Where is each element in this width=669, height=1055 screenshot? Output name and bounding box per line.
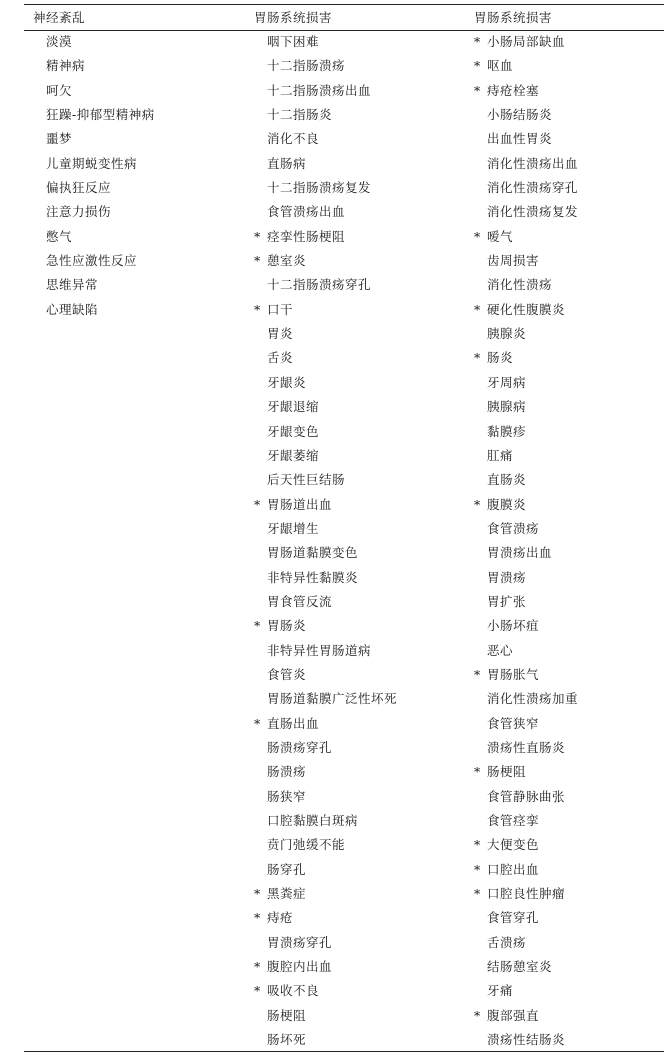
list-item — [254, 346, 397, 370]
list-item — [474, 322, 578, 346]
column-neurological-disorders — [33, 6, 155, 322]
list-item — [474, 493, 578, 517]
item-text: 小肠局部缺血 — [487, 34, 566, 49]
list-item — [474, 614, 578, 638]
list-item — [474, 712, 578, 736]
item-text: 贲门弛缓不能 — [267, 837, 346, 853]
item-text: 胃肠道出血 — [267, 496, 333, 512]
list-item — [474, 979, 578, 1003]
list-item — [474, 371, 578, 395]
item-text: 肠溃疡穿孔 — [267, 739, 333, 755]
asterisk-marker: * — [474, 764, 481, 780]
list-item — [474, 809, 578, 833]
item-text: 牙龈萎缩 — [267, 447, 320, 463]
item-text: 食管穿孔 — [487, 910, 540, 926]
item-text: 硬化性腹膜炎 — [487, 301, 566, 317]
list-item — [254, 955, 397, 979]
asterisk-marker: * — [254, 253, 261, 269]
list-item — [254, 176, 397, 200]
item-text: 憩室炎 — [267, 253, 307, 269]
list-item — [254, 420, 397, 444]
list-item — [474, 273, 578, 297]
item-text: 口腔良性肿瘤 — [487, 886, 566, 902]
list-item — [254, 809, 397, 833]
item-text: 肠炎 — [487, 350, 514, 366]
item-text: 胃溃疡穿孔 — [267, 934, 333, 950]
item-text: 十二指肠溃疡穿孔 — [267, 277, 372, 293]
item-text: 胰腺炎 — [487, 326, 527, 342]
table-top-rule — [24, 4, 664, 5]
item-text: 消化性溃疡 — [487, 277, 553, 293]
list-item — [254, 468, 397, 492]
list-item — [474, 468, 578, 492]
item-text: 咽下困难 — [267, 34, 320, 49]
asterisk-marker: * — [474, 886, 481, 902]
list-item — [33, 103, 155, 127]
list-item — [254, 590, 397, 614]
item-text: 腹腔内出血 — [267, 959, 333, 975]
item-text: 肠狭窄 — [267, 788, 307, 804]
list-item — [254, 712, 397, 736]
list-item — [33, 225, 155, 249]
item-text: 思维异常 — [46, 277, 99, 293]
list-item — [254, 273, 397, 297]
list-item — [254, 663, 397, 687]
item-text: 牙龈退缩 — [267, 399, 320, 415]
item-list — [474, 30, 578, 1052]
list-item — [254, 200, 397, 224]
list-item — [33, 79, 155, 103]
list-item — [254, 906, 397, 930]
list-item — [474, 833, 578, 857]
list-item — [254, 882, 397, 906]
asterisk-marker: * — [254, 983, 261, 999]
list-item — [474, 79, 578, 103]
list-item — [254, 833, 397, 857]
list-item — [254, 517, 397, 541]
list-item — [254, 127, 397, 151]
item-text: 十二指肠溃疡复发 — [267, 180, 372, 196]
item-text: 憋气 — [46, 228, 73, 244]
list-item — [254, 371, 397, 395]
list-item — [254, 614, 397, 638]
item-text: 腹膜炎 — [487, 496, 527, 512]
list-item — [474, 687, 578, 711]
asterisk-marker: * — [254, 715, 261, 731]
item-text: 淡漠 — [46, 34, 73, 49]
list-item — [254, 979, 397, 1003]
item-text: 肠穿孔 — [267, 861, 307, 877]
item-text: 后天性巨结肠 — [267, 472, 346, 488]
list-item — [254, 858, 397, 882]
list-item — [474, 420, 578, 444]
asterisk-marker: * — [254, 301, 261, 317]
list-item — [474, 541, 578, 565]
asterisk-marker: * — [254, 959, 261, 975]
list-item — [254, 298, 397, 322]
item-text: 消化不良 — [267, 131, 320, 147]
asterisk-marker: * — [474, 228, 481, 244]
item-text: 肠梗阻 — [267, 1007, 307, 1023]
asterisk-marker: * — [474, 58, 481, 74]
item-text: 注意力损伤 — [46, 204, 112, 220]
list-item — [474, 395, 578, 419]
item-text: 消化性溃疡加重 — [487, 691, 579, 707]
item-text: 消化性溃疡穿孔 — [487, 180, 579, 196]
list-item — [254, 931, 397, 955]
list-item — [33, 249, 155, 273]
item-text: 口干 — [267, 301, 294, 317]
item-text: 溃疡性结肠炎 — [487, 1032, 566, 1048]
item-text: 黏膜疹 — [487, 423, 527, 439]
list-item — [254, 152, 397, 176]
list-item — [254, 736, 397, 760]
asterisk-marker: * — [254, 910, 261, 926]
item-text: 直肠炎 — [487, 472, 527, 488]
asterisk-marker: * — [474, 837, 481, 853]
list-item — [254, 322, 397, 346]
list-item — [474, 882, 578, 906]
list-item — [474, 663, 578, 687]
asterisk-marker: * — [254, 618, 261, 634]
column-gastrointestinal-2 — [474, 6, 578, 1052]
list-item — [254, 54, 397, 78]
item-text: 胃肠炎 — [267, 618, 307, 634]
item-text: 小肠坏疽 — [487, 618, 540, 634]
item-text: 舌溃疡 — [487, 934, 527, 950]
list-item — [474, 346, 578, 370]
item-text: 肠坏死 — [267, 1032, 307, 1048]
item-text: 牙龈炎 — [267, 374, 307, 390]
list-item — [474, 955, 578, 979]
list-item — [254, 687, 397, 711]
asterisk-marker: * — [474, 301, 481, 317]
list-item — [254, 1004, 397, 1028]
list-item — [474, 906, 578, 930]
item-text: 十二指肠炎 — [267, 107, 333, 123]
column-header: 神经紊乱 — [33, 10, 86, 25]
asterisk-marker: * — [474, 34, 481, 49]
list-item — [474, 1004, 578, 1028]
list-item — [254, 493, 397, 517]
list-item — [474, 298, 578, 322]
list-item — [254, 103, 397, 127]
list-item — [33, 30, 155, 54]
item-text: 齿周损害 — [487, 253, 540, 269]
list-item — [254, 79, 397, 103]
item-text: 急性应激性反应 — [46, 253, 138, 269]
item-text: 口腔出血 — [487, 861, 540, 877]
list-item — [33, 298, 155, 322]
list-item — [474, 103, 578, 127]
item-text: 大便变色 — [487, 837, 540, 853]
item-text: 胃溃疡 — [487, 569, 527, 585]
list-item — [474, 444, 578, 468]
list-item — [254, 1028, 397, 1052]
item-text: 消化性溃疡复发 — [487, 204, 579, 220]
item-text: 胃肠道黏膜广泛性坏死 — [267, 691, 398, 707]
list-item — [254, 395, 397, 419]
item-text: 肠溃疡 — [267, 764, 307, 780]
asterisk-marker: * — [254, 228, 261, 244]
item-text: 非特异性胃肠道病 — [267, 642, 372, 658]
list-item — [33, 273, 155, 297]
list-item — [474, 931, 578, 955]
item-text: 食管溃疡出血 — [267, 204, 346, 220]
column-header: 胃肠系统损害 — [474, 10, 553, 25]
list-item — [254, 225, 397, 249]
asterisk-marker: * — [474, 82, 481, 98]
item-text: 小肠结肠炎 — [487, 107, 553, 123]
list-item — [33, 176, 155, 200]
item-text: 心理缺陷 — [46, 301, 99, 317]
item-text: 胃肠胀气 — [487, 666, 540, 682]
asterisk-marker: * — [474, 350, 481, 366]
asterisk-marker: * — [254, 496, 261, 512]
item-text: 口腔黏膜白斑病 — [267, 813, 359, 828]
list-item — [33, 200, 155, 224]
item-text: 直肠出血 — [267, 715, 320, 731]
list-item — [474, 200, 578, 224]
list-item — [254, 444, 397, 468]
item-text: 偏执狂反应 — [46, 180, 112, 196]
list-item — [474, 858, 578, 882]
item-text: 食管痉挛 — [487, 813, 540, 828]
item-text: 食管炎 — [267, 666, 307, 682]
list-item — [474, 1028, 578, 1052]
item-text: 舌炎 — [267, 350, 294, 366]
list-item — [474, 566, 578, 590]
list-item — [474, 639, 578, 663]
item-list — [254, 30, 397, 1052]
item-text: 牙周病 — [487, 374, 527, 390]
item-text: 食管溃疡 — [487, 520, 540, 536]
item-text: 食管静脉曲张 — [487, 788, 566, 804]
item-text: 呵欠 — [46, 82, 73, 98]
list-item — [254, 785, 397, 809]
item-text: 消化性溃疡出血 — [487, 155, 579, 171]
item-text: 胃扩张 — [487, 593, 527, 609]
item-list — [33, 30, 155, 322]
list-item — [474, 590, 578, 614]
item-text: 呕血 — [487, 58, 514, 74]
item-text: 儿童期蜕变性病 — [46, 155, 138, 171]
item-text: 食管狭窄 — [487, 715, 540, 731]
item-text: 十二指肠溃疡出血 — [267, 82, 372, 98]
item-text: 十二指肠溃疡 — [267, 58, 346, 74]
list-item — [474, 30, 578, 54]
list-item — [254, 30, 397, 54]
item-text: 痉挛性肠梗阻 — [267, 228, 346, 244]
item-text: 出血性胃炎 — [487, 131, 553, 147]
list-item — [254, 566, 397, 590]
list-item — [474, 785, 578, 809]
list-item — [474, 736, 578, 760]
item-text: 痔疮 — [267, 910, 294, 926]
item-text: 牙痛 — [487, 983, 514, 999]
list-item — [474, 54, 578, 78]
item-text: 牙龈增生 — [267, 520, 320, 536]
item-text: 胃炎 — [267, 326, 294, 342]
list-item — [474, 517, 578, 541]
item-text: 结肠憩室炎 — [487, 959, 553, 975]
list-item — [474, 225, 578, 249]
list-item — [474, 249, 578, 273]
list-item — [474, 127, 578, 151]
list-item — [474, 760, 578, 784]
item-text: 肛痛 — [487, 447, 514, 463]
list-item — [474, 152, 578, 176]
item-text: 胃食管反流 — [267, 593, 333, 609]
item-text: 胃肠道黏膜变色 — [267, 545, 359, 561]
item-text: 噩梦 — [46, 131, 73, 147]
list-item — [33, 152, 155, 176]
asterisk-marker: * — [474, 666, 481, 682]
asterisk-marker: * — [474, 1007, 481, 1023]
item-text: 直肠病 — [267, 155, 307, 171]
item-text: 胃溃疡出血 — [487, 545, 553, 561]
asterisk-marker: * — [474, 861, 481, 877]
list-item — [474, 176, 578, 200]
list-item — [254, 639, 397, 663]
asterisk-marker: * — [474, 496, 481, 512]
item-text: 痔疮栓塞 — [487, 82, 540, 98]
item-text: 嗳气 — [487, 228, 514, 244]
item-text: 肠梗阻 — [487, 764, 527, 780]
item-text: 黑粪症 — [267, 886, 307, 902]
column-header: 胃肠系统损害 — [254, 10, 333, 25]
list-item — [254, 760, 397, 784]
item-text: 恶心 — [487, 642, 514, 658]
column-gastrointestinal-1 — [254, 6, 397, 1052]
item-text: 精神病 — [46, 58, 86, 74]
item-text: 牙龈变色 — [267, 423, 320, 439]
item-text: 溃疡性直肠炎 — [487, 739, 566, 755]
item-text: 吸收不良 — [267, 983, 320, 999]
asterisk-marker: * — [254, 886, 261, 902]
item-text: 胰腺病 — [487, 399, 527, 415]
list-item — [254, 541, 397, 565]
item-text: 狂躁-抑郁型精神病 — [46, 107, 155, 123]
item-text: 腹部强直 — [487, 1007, 540, 1023]
list-item — [33, 54, 155, 78]
list-item — [33, 127, 155, 151]
item-text: 非特异性黏膜炎 — [267, 569, 359, 585]
list-item — [254, 249, 397, 273]
